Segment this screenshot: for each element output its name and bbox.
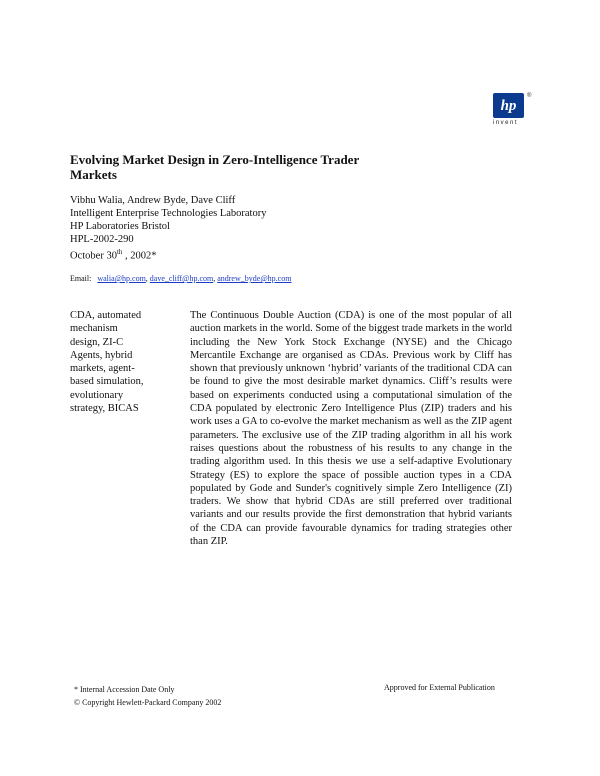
email-label: Email:	[70, 274, 92, 283]
report-number: HPL-2002-290	[70, 234, 134, 245]
report-title: Evolving Market Design in Zero-Intelligence Trader Markets	[70, 152, 359, 182]
email-link-cliff[interactable]: dave_cliff@hp.com	[149, 274, 214, 283]
date-suffix: th	[116, 248, 123, 256]
author-block	[70, 194, 266, 263]
email-link-walia[interactable]: walia@hp.com	[97, 274, 146, 283]
hp-logo	[493, 93, 532, 129]
logo-tagline: invent	[493, 120, 519, 126]
approval-note: Approved for External Publication	[384, 683, 495, 692]
author-names: Vibhu Walia, Andrew Byde, Dave Cliff	[70, 195, 236, 206]
date-rest: , 2002*	[122, 250, 157, 262]
accession-note: * Internal Accession Date Only	[74, 685, 175, 694]
affiliation: Intelligent Enterprise Technologies Laboratory	[70, 208, 267, 219]
email-link-byde[interactable]: andrew_byde@hp.com	[217, 274, 292, 283]
footer-notes	[74, 683, 221, 709]
hp-logo-text: hp	[500, 98, 517, 114]
email-line	[70, 274, 291, 283]
abstract: The Continuous Double Auction (CDA) is one of the most popular of all auction markets in the world. Some of the biggest trade markets in the world including the New York Stock Exchange (NYSE) and the Chicago Mercantile Exchange are organised as CDAs. Previous work by Cliff has shown that previously unknown ‘hybrid’ variants of the traditional CDA can be found to give the most desirable market dynamics. Cliff’s results were based on experiments conducted using a computational simulation of the CDA populated by electronic Zero Intelligence Plus (ZIP) traders and his work uses a GA to co-evolve the market mechanism as well as the ZIP agent parameters. The exclusive use of the ZIP trading algorithm in all his work raises questions about the robustness of his results to any change in the trading algorithm used. In this thesis we use a self-adaptive Evolutionary Strategy (ES) to explore the space of possible auction types in a CDA populated by Gode and Sunder's cognitively simple Zero Intelligence (ZI) traders. We show that hybrid CDAs are still preferred over traditional variants and our results provide the first demonstration that hybrid variants of the CDA can provide favourable dynamics for trading strategies other than ZIP.	[190, 310, 512, 548]
report-date	[70, 246, 266, 263]
copyright: © Copyright Hewlett-Packard Company 2002	[74, 698, 222, 707]
email-separator: ,	[213, 274, 216, 283]
hp-logo-icon	[493, 93, 524, 118]
hp-logo-mark	[493, 93, 524, 118]
trademark-symbol: ®	[527, 93, 532, 99]
email-separator: ,	[145, 274, 148, 283]
keywords: CDA, automated mechanism design, ZI-C Agents, hybrid markets, agent-based simulation, evolutionary strategy, BICAS	[70, 310, 144, 415]
lab-location: HP Laboratories Bristol	[70, 221, 170, 232]
date-prefix: October 30	[70, 250, 117, 262]
